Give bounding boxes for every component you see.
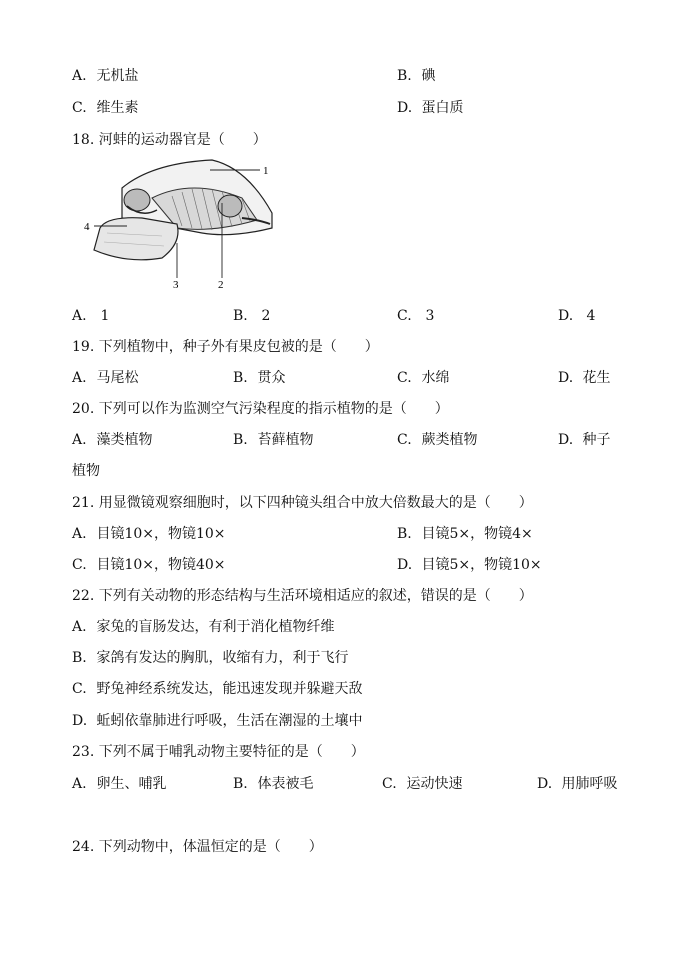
mussel-diagram	[82, 158, 282, 288]
q17-option-b	[397, 66, 435, 86]
option-text: 体表被毛	[257, 776, 314, 792]
option-letter: B.	[233, 370, 248, 386]
q19-stem: 19. 下列植物中，种子外有果皮包被的是（ ）	[72, 339, 379, 355]
q20-option-d-continued: 植物	[72, 463, 100, 479]
option-text: 目镜10×，物镜40×	[96, 557, 226, 573]
option-letter: B.	[233, 776, 248, 792]
figure-label-3: 3	[173, 279, 179, 288]
q21-option-a	[72, 524, 226, 544]
option-letter: A.	[72, 68, 87, 84]
option-letter: C.	[382, 776, 397, 792]
q22-option-d	[72, 711, 362, 731]
foot	[94, 218, 178, 260]
q20-option-c	[397, 430, 477, 450]
q18-option-b	[233, 306, 270, 326]
option-letter: C.	[72, 100, 87, 116]
q24-stem: 24. 下列动物中，体温恒定的是（ ）	[72, 839, 323, 855]
option-text: 卵生、哺乳	[96, 776, 167, 792]
option-letter: B.	[397, 526, 412, 542]
q23-option-c	[382, 774, 462, 794]
q20-option-d	[558, 430, 610, 450]
q23-option-b	[233, 774, 313, 794]
option-letter: D.	[397, 557, 413, 573]
option-letter: D.	[558, 432, 574, 448]
option-text: 目镜5×，物镜10×	[421, 557, 542, 573]
option-text: 2	[261, 308, 271, 324]
option-text: 马尾松	[96, 370, 139, 386]
option-text: 3	[425, 308, 435, 324]
q21-option-d	[397, 555, 542, 575]
option-letter: C.	[72, 681, 87, 697]
option-text: 藻类植物	[96, 432, 153, 448]
option-letter: B.	[233, 308, 248, 324]
option-text: 蚯蚓依靠肺进行呼吸，生活在潮湿的土壤中	[96, 713, 363, 729]
q17-option-a	[72, 66, 138, 86]
option-letter: B.	[397, 68, 412, 84]
option-letter: D.	[558, 370, 574, 386]
option-letter: D.	[558, 308, 574, 324]
q23-option-a	[72, 774, 166, 794]
q17-option-d	[397, 98, 463, 118]
option-text: 碘	[421, 68, 436, 84]
q19-option-a	[72, 368, 138, 388]
option-text: 苔藓植物	[257, 432, 314, 448]
option-text: 目镜5×，物镜4×	[421, 526, 533, 542]
q18-option-c	[397, 306, 434, 326]
q21-option-c	[72, 555, 226, 575]
q21-stem: 21. 用显微镜观察细胞时，以下四种镜头组合中放大倍数最大的是（ ）	[72, 495, 533, 511]
option-text: 种子	[582, 432, 611, 448]
q20-option-a	[72, 430, 152, 450]
option-text: 4	[586, 308, 596, 324]
option-letter: A.	[72, 432, 87, 448]
q22-option-a	[72, 617, 334, 637]
option-text: 维生素	[96, 100, 139, 116]
option-text: 蛋白质	[421, 100, 464, 116]
option-text: 贯众	[257, 370, 286, 386]
q22-stem: 22. 下列有关动物的形态结构与生活环境相适应的叙述，错误的是（ ）	[72, 588, 533, 604]
q19-option-c	[397, 368, 449, 388]
option-text: 用肺呼吸	[561, 776, 618, 792]
figure-label-1: 1	[263, 165, 269, 177]
q21-option-b	[397, 524, 533, 544]
q19-option-b	[233, 368, 285, 388]
q23-option-d	[537, 774, 617, 794]
option-letter: A.	[72, 526, 87, 542]
option-text: 蕨类植物	[421, 432, 478, 448]
option-letter: C.	[397, 370, 412, 386]
option-letter: B.	[233, 432, 248, 448]
option-text: 1	[100, 308, 110, 324]
option-letter: D.	[72, 713, 88, 729]
option-text: 无机盐	[96, 68, 139, 84]
option-text: 家鸽有发达的胸肌，收缩有力，利于飞行	[96, 650, 349, 666]
option-letter: A.	[72, 370, 87, 386]
q18-stem: 18. 河蚌的运动器官是（ ）	[72, 132, 267, 148]
q17-option-c	[72, 98, 138, 118]
q18-option-d	[558, 306, 595, 326]
option-letter: C.	[397, 308, 412, 324]
figure-label-2: 2	[218, 279, 224, 288]
option-letter: C.	[397, 432, 412, 448]
q23-stem: 23. 下列不属于哺乳动物主要特征的是（ ）	[72, 744, 365, 760]
option-letter: D.	[397, 100, 413, 116]
option-text: 水绵	[421, 370, 450, 386]
option-letter: C.	[72, 557, 87, 573]
option-letter: A.	[72, 308, 87, 324]
q19-option-d	[558, 368, 610, 388]
option-text: 目镜10×，物镜10×	[96, 526, 226, 542]
option-text: 运动快速	[406, 776, 463, 792]
q20-option-b	[233, 430, 313, 450]
q22-option-c	[72, 679, 362, 699]
option-text: 花生	[582, 370, 611, 386]
option-letter: A.	[72, 619, 87, 635]
organ-left	[124, 189, 150, 211]
option-letter: A.	[72, 776, 87, 792]
q18-option-a	[72, 306, 109, 326]
q20-stem: 20. 下列可以作为监测空气污染程度的指示植物的是（ ）	[72, 401, 449, 417]
option-letter: B.	[72, 650, 87, 666]
option-letter: D.	[537, 776, 553, 792]
q22-option-b	[72, 648, 348, 668]
figure-label-4: 4	[84, 221, 90, 233]
option-text: 家兔的盲肠发达，有利于消化植物纤维	[96, 619, 335, 635]
option-text: 野兔神经系统发达，能迅速发现并躲避天敌	[96, 681, 363, 697]
